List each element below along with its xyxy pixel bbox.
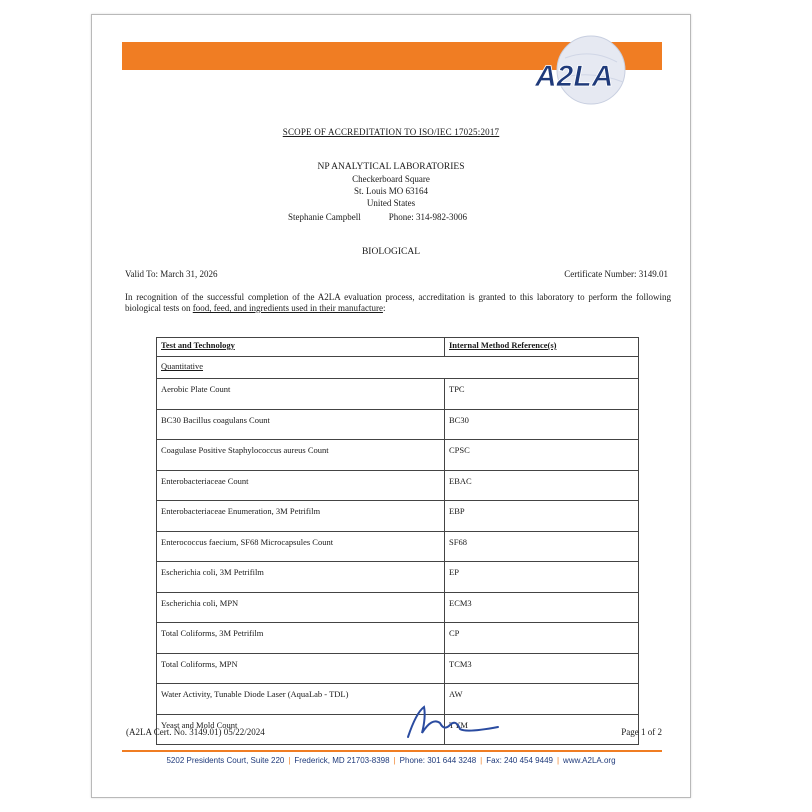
table-row <box>157 562 639 593</box>
test-name: Aerobic Plate Count <box>157 379 445 410</box>
footer-cert-ref: (A2LA Cert. No. 3149.01) 05/22/2024 <box>126 727 265 737</box>
intro-text: In recognition of the successful completion of the A2LA evaluation process, accreditation is granted to this laboratory to perform the following biological tests on <box>125 292 671 313</box>
signature <box>402 703 502 741</box>
certificate-number: Certificate Number: 3149.01 <box>564 269 668 279</box>
method-ref: TCM3 <box>445 653 639 684</box>
valid-to: Valid To: March 31, 2026 <box>125 269 218 279</box>
footer-page-number: Page 1 of 2 <box>621 727 662 737</box>
country: United States <box>366 198 416 208</box>
method-ref: AW <box>445 684 639 715</box>
test-name: Yeast and Mold Count <box>157 714 445 745</box>
lab-name: NP ANALYTICAL LABORATORIES <box>317 162 465 172</box>
test-name: Coagulase Positive Staphylococcus aureus Count <box>157 440 445 471</box>
contact-name: Stephanie Campbell <box>288 212 361 222</box>
table-row <box>157 440 639 471</box>
footer-website[interactable]: www.A2LA.org <box>563 756 616 765</box>
method-ref: TPC <box>445 379 639 410</box>
table-row <box>157 592 639 623</box>
contact-line <box>288 212 467 222</box>
intro-paragraph <box>125 292 671 314</box>
method-ref: EBP <box>445 501 639 532</box>
a2la-logo-text: A2LA <box>535 60 614 93</box>
method-ref: BC30 <box>445 409 639 440</box>
method-ref: ECM3 <box>445 592 639 623</box>
section-heading: BIOLOGICAL <box>361 247 421 257</box>
method-ref: CP <box>445 623 639 654</box>
address-line-1: Checkerboard Square <box>352 174 430 184</box>
footer-separator: | <box>556 756 560 765</box>
table-row <box>157 684 639 715</box>
table-row <box>157 379 639 410</box>
footer-address-street: 5202 Presidents Court, Suite 220 <box>166 756 285 765</box>
footer-fax: Fax: 240 454 9449 <box>486 756 553 765</box>
footer-address-city: Frederick, MD 21703-8398 <box>294 756 390 765</box>
contact-phone: Phone: 314-982-3006 <box>388 212 467 222</box>
test-name: Enterobacteriaceae Enumeration, 3M Petrifilm <box>157 501 445 532</box>
test-name: Escherichia coli, 3M Petrifilm <box>157 562 445 593</box>
test-name: Total Coliforms, MPN <box>157 653 445 684</box>
test-name: BC30 Bacillus coagulans Count <box>157 409 445 440</box>
table-row <box>157 531 639 562</box>
scope-table <box>156 337 639 745</box>
address-line-2: St. Louis MO 63164 <box>353 186 428 196</box>
scope-title: SCOPE OF ACCREDITATION TO ISO/IEC 17025:2017 <box>282 127 500 137</box>
method-ref: TYM <box>445 714 639 745</box>
footer-separator: | <box>393 756 396 765</box>
category-label: Quantitative <box>157 357 639 379</box>
method-ref: EP <box>445 562 639 593</box>
table-row <box>157 470 639 501</box>
footer-phone: Phone: 301 644 3248 <box>399 756 477 765</box>
table-row <box>157 501 639 532</box>
test-name: Escherichia coli, MPN <box>157 592 445 623</box>
method-ref: SF68 <box>445 531 639 562</box>
table-row <box>157 653 639 684</box>
test-name: Enterococcus faecium, SF68 Microcapsules Count <box>157 531 445 562</box>
footer-address <box>92 756 690 765</box>
table-header-row <box>157 338 639 357</box>
footer-accent-line <box>122 750 662 752</box>
test-name: Total Coliforms, 3M Petrifilm <box>157 623 445 654</box>
category-row <box>157 357 639 379</box>
test-name: Water Activity, Tunable Diode Laser (AquaLab - TDL) <box>157 684 445 715</box>
footer-separator: | <box>480 756 483 765</box>
test-name: Enterobacteriaceae Count <box>157 470 445 501</box>
table-row <box>157 623 639 654</box>
certificate-page <box>91 14 691 798</box>
footer-separator: | <box>288 756 291 765</box>
a2la-logo <box>525 28 643 108</box>
table-row <box>157 409 639 440</box>
header-test: Test and Technology <box>157 338 445 357</box>
intro-end: : <box>382 303 386 313</box>
intro-underlined: food, feed, and ingredients used in their manufacture <box>192 303 383 313</box>
method-ref: EBAC <box>445 470 639 501</box>
method-ref: CPSC <box>445 440 639 471</box>
header-method: Internal Method Reference(s) <box>445 338 639 357</box>
